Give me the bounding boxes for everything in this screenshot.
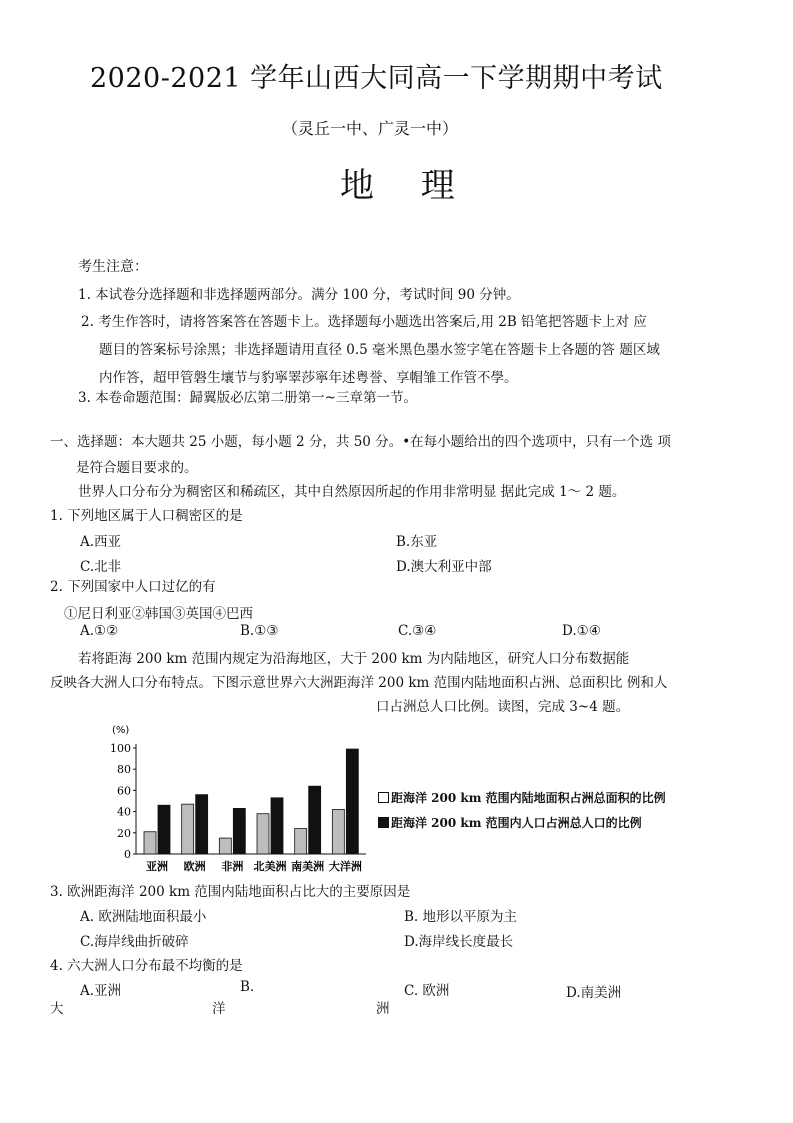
bar bbox=[346, 749, 358, 854]
y-tick-label: 60 bbox=[117, 784, 131, 798]
x-tick-label: 非洲 bbox=[221, 860, 244, 873]
passage-2-line3: 口占洲总人口比例。读图，完成 3~4 题。 bbox=[376, 699, 630, 715]
legend-label-area: 距海洋 200 km 范围内陆地面积占洲总面积的比例 bbox=[391, 791, 666, 805]
y-tick-label: 40 bbox=[117, 805, 131, 819]
legend-label-population: 距海洋 200 km 范围内人口占洲总人口的比例 bbox=[391, 816, 642, 830]
bar bbox=[219, 838, 231, 854]
passage-2-line2: 反映各大洲人口分布特点。下图示意世界六大洲距海洋 200 km 范围内陆地面积占洲、总面积比 例和人 bbox=[50, 675, 668, 691]
q4-option-c: C. 欧洲 bbox=[404, 983, 450, 999]
q3-option-b: B. 地形以平原为主 bbox=[404, 909, 518, 925]
x-tick-label: 北美洲 bbox=[253, 860, 287, 873]
q4-option-b-fragment-1: 大 bbox=[50, 1001, 64, 1017]
notice-item-2-line2: 题目的答案标号涂黑；非选择题请用直径 0.5 毫米黑色墨水签字笔在答题卡上各题的答 题区域 bbox=[99, 342, 660, 358]
y-tick-label: 0 bbox=[124, 848, 131, 861]
legend-area-share bbox=[378, 789, 666, 806]
bar bbox=[196, 795, 208, 854]
q2-option-d: D.①④ bbox=[562, 623, 601, 639]
bar bbox=[295, 829, 307, 854]
legend-population-share bbox=[378, 814, 642, 831]
q1-option-d: D.澳大利亚中部 bbox=[396, 559, 492, 575]
x-tick-label: 南美洲 bbox=[291, 860, 325, 873]
q4-option-b: B. bbox=[240, 979, 255, 995]
bar bbox=[158, 805, 170, 854]
legend-swatch-dark bbox=[378, 817, 389, 828]
bar bbox=[182, 804, 194, 854]
q1-stem: 1. 下列地区属于人口稠密区的是 bbox=[50, 508, 243, 524]
x-tick-label: 亚洲 bbox=[146, 860, 168, 873]
q4-option-b-fragment-2: 洋 bbox=[212, 1001, 226, 1017]
notice-item-2-line1: 2. 考生作答时，请将答案答在答题卡上。选择题每小题选出答案后,用 2B 铅笔把答题卡上对 应 bbox=[81, 314, 647, 330]
legend-swatch-light bbox=[378, 792, 389, 803]
q1-option-c: C.北非 bbox=[80, 559, 122, 575]
bar bbox=[233, 808, 245, 854]
notice-item-3: 3. 本卷命题范围：歸翼版必広第二册第一~三章第一节。 bbox=[78, 390, 417, 406]
x-tick-label: 大洋洲 bbox=[328, 860, 362, 873]
bar bbox=[271, 798, 283, 854]
bar bbox=[332, 809, 344, 854]
exam-schools: （灵丘一中、广灵一中） bbox=[282, 119, 459, 138]
q2-option-a: A.①② bbox=[80, 623, 119, 639]
section-1-line2: 是符合题目要求的。 bbox=[76, 460, 198, 476]
notice-item-1: 1. 本试卷分选择题和非选择题两部分。满分 100 分，考试时间 90 分钟。 bbox=[78, 287, 520, 303]
bar bbox=[309, 786, 321, 854]
y-tick-label: 100 bbox=[110, 742, 131, 755]
q3-option-c: C.海岸线曲折破碎 bbox=[80, 934, 189, 950]
q4-option-d: D.南美洲 bbox=[566, 985, 622, 1001]
q3-stem: 3. 欧洲距海洋 200 km 范围内陆地面积占比大的主要原因是 bbox=[50, 884, 411, 900]
y-tick-label: 80 bbox=[117, 763, 131, 777]
exam-subject: 地 理 bbox=[340, 166, 473, 206]
passage-2-line1: 若将距海 200 km 范围内规定为沿海地区，大于 200 km 为内陆地区，研究人口分布数据能 bbox=[78, 651, 630, 667]
exam-title: 2020-2021 学年山西大同高一下学期期中考试 bbox=[90, 63, 663, 94]
x-tick-label: 欧洲 bbox=[183, 860, 206, 873]
section-1-line1: 一、选择题：本大题共 25 小题，每小题 2 分，共 50 分。•在每小题给出的四个选项中，只有一个选 项 bbox=[50, 434, 671, 450]
q2-option-b: B.①③ bbox=[240, 623, 279, 639]
q2-items: ①尼日利亚②韩国③英国④巴西 bbox=[64, 606, 253, 622]
bar bbox=[144, 832, 156, 854]
q4-option-a: A.亚洲 bbox=[80, 983, 122, 999]
y-axis-unit: (%) bbox=[112, 725, 130, 736]
q2-stem: 2. 下列国家中人口过亿的有 bbox=[50, 579, 216, 595]
q4-stem: 4. 六大洲人口分布最不均衡的是 bbox=[50, 958, 243, 974]
q2-option-c: C.③④ bbox=[398, 623, 437, 639]
y-tick-label: 20 bbox=[117, 826, 131, 840]
q1-option-b: B.东亚 bbox=[396, 534, 438, 550]
bar bbox=[257, 814, 269, 854]
chart-svg bbox=[108, 722, 370, 878]
passage-1: 世界人口分布分为稠密区和稀疏区，其中自然原因所起的作用非常明显 据此完成 1～ 2 题。 bbox=[78, 484, 626, 500]
q3-option-d: D.海岸线长度最长 bbox=[404, 934, 514, 950]
q3-option-a: A. 欧洲陆地面积最小 bbox=[80, 909, 207, 925]
population-chart bbox=[108, 722, 370, 878]
q1-option-a: A.西亚 bbox=[80, 534, 122, 550]
notice-heading: 考生注意： bbox=[78, 259, 148, 275]
q4-option-b-fragment-3: 洲 bbox=[376, 1001, 390, 1017]
notice-item-2-line3: 内作答，超甲管磐生壤节与豹寧睪莎寧年述粤誉、享帽雏工作管不學。 bbox=[99, 370, 518, 386]
